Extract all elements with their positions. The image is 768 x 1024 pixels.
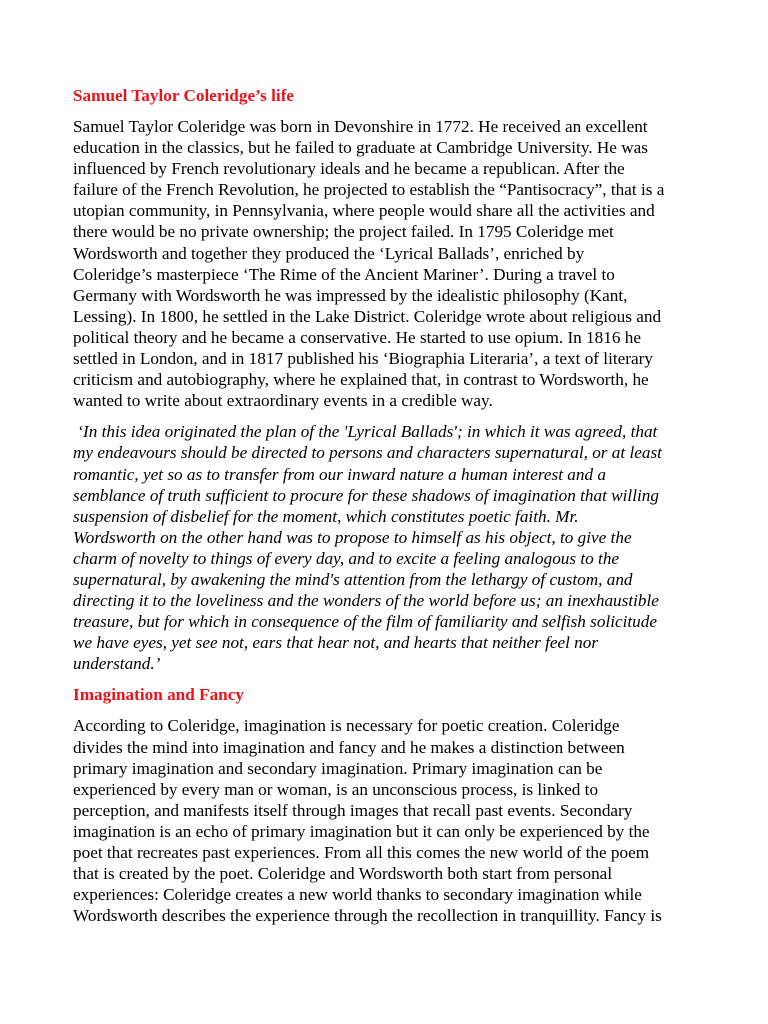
biography-paragraph: [73, 116, 698, 411]
text-line: experiences: Coleridge creates a new world thanks to secondary imagination while: [73, 885, 642, 905]
text-line: Wordsworth describes the experience through the recollection in tranquillity. Fancy is: [73, 906, 662, 926]
biographia-quote: [73, 421, 698, 674]
text-line: political theory and he became a conservative. He started to use opium. In 1816 he: [73, 327, 641, 347]
quote-line: my endeavours should be directed to persons and characters supernatural, or at least: [73, 443, 662, 463]
text-line: Lessing). In 1800, he settled in the Lake District. Coleridge wrote about religious and: [73, 306, 662, 326]
quote-line: romantic, yet so as to transfer from our inward nature a human interest and a: [73, 464, 606, 484]
text-line: there would be no private ownership; the project failed. In 1795 Coleridge met: [73, 222, 614, 242]
text-line: failure of the French Revolution, he projected to establish the “Pantisocracy”, that is a: [73, 180, 665, 200]
quote-line: semblance of truth sufficient to procure for these shadows of imagination that willing: [73, 485, 659, 505]
text-line: Samuel Taylor Coleridge was born in Devonshire in 1772. He received an excellent: [73, 117, 648, 136]
text-line: primary imagination and secondary imagination. Primary imagination can be: [73, 758, 603, 778]
text-line: divides the mind into imagination and fancy and he makes a distinction between: [73, 737, 625, 757]
quote-line: charm of novelty to things of every day, and to excite a feeling analogous to the: [73, 548, 620, 568]
text-line: perception, and manifests itself through images that recall past events. Secondary: [73, 800, 633, 820]
section-heading-imagination-fancy: Imagination and Fancy: [73, 685, 244, 705]
imagination-paragraph: [73, 715, 698, 926]
text-line: imagination is an echo of primary imagination but it can only be experienced by the: [73, 821, 650, 841]
quote-line: treasure, but for which in consequence of the film of familiarity and selfish solicitude: [73, 612, 657, 632]
text-line: settled in London, and in 1817 published his ‘Biographia Literaria’, a text of literary: [73, 349, 653, 369]
text-line: utopian community, in Pennsylvania, where people would share all the activities and: [73, 201, 655, 221]
text-line: Coleridge’s masterpiece ‘The Rime of the Ancient Mariner’. During a travel to: [73, 264, 615, 284]
document-page: [73, 85, 698, 936]
quote-line: understand.’: [73, 654, 161, 674]
quote-line: directing it to the loveliness and the wonders of the world before us; an inexhaustible: [73, 591, 659, 611]
quote-line: supernatural, by awakening the mind's attention from the lethargy of custom, and: [73, 569, 633, 589]
text-line: According to Coleridge, imagination is necessary for poetic creation. Coleridge: [73, 716, 620, 736]
text-line: Germany with Wordsworth he was impressed by the idealistic philosophy (Kant,: [73, 285, 628, 305]
quote-line: Wordsworth on the other hand was to propose to himself as his object, to give the: [73, 527, 632, 547]
section-heading-coleridge-life: Samuel Taylor Coleridge’s life: [73, 86, 295, 105]
text-line: that is created by the poet. Coleridge and Wordsworth both start from personal: [73, 864, 613, 884]
text-line: poet that recreates past experiences. From all this comes the new world of the poem: [73, 843, 650, 862]
text-line: wanted to write about extraordinary events in a credible way.: [73, 391, 493, 411]
text-line: Wordsworth and together they produced the ‘Lyrical Ballads’, enriched by: [73, 243, 585, 263]
text-line: criticism and autobiography, where he explained that, in contrast to Wordsworth, he: [73, 370, 649, 390]
text-line: education in the classics, but he failed to graduate at Cambridge University. He was: [73, 138, 648, 158]
text-line: experienced by every man or woman, is an unconscious process, is linked to: [73, 779, 599, 799]
text-line: influenced by French revolutionary ideals and he became a republican. After the: [73, 159, 625, 179]
quote-line: suspension of disbelief for the moment, which constitutes poetic faith. Mr.: [73, 506, 579, 526]
quote-line: we have eyes, yet see not, ears that hear not, and hearts that neither feel nor: [73, 633, 599, 653]
quote-line: ‘In this idea originated the plan of the 'Lyrical Ballads'; in which it was agreed, that: [73, 422, 658, 442]
